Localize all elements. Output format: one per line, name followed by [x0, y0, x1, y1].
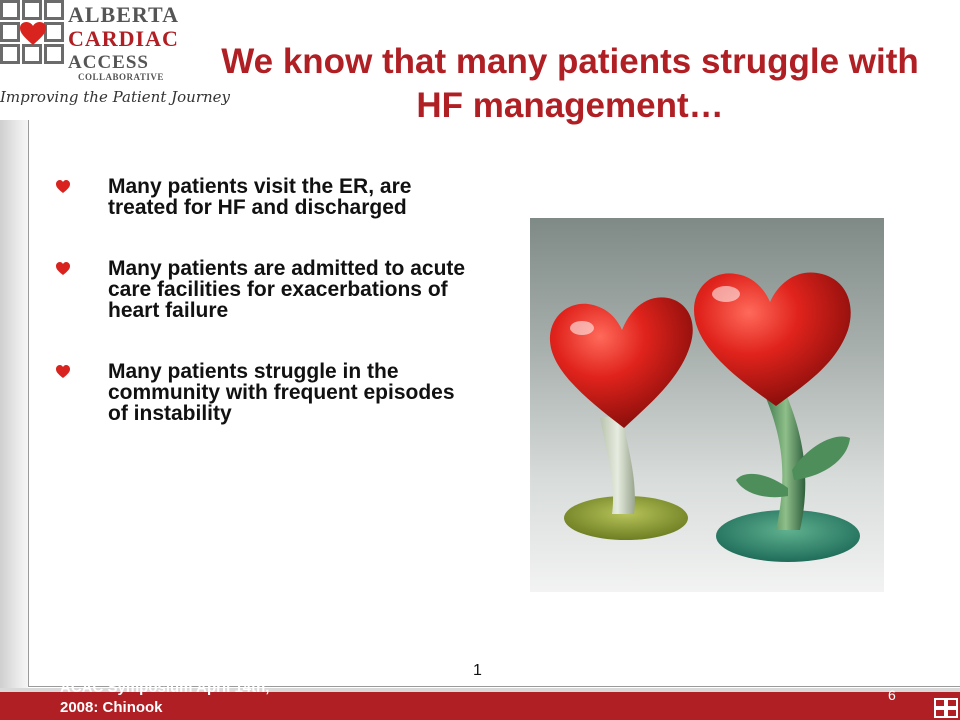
bullet-item	[56, 361, 476, 424]
logo-grid-cell	[44, 0, 64, 20]
logo-grid-cell	[0, 44, 20, 64]
logo-grid-cell	[22, 44, 42, 64]
left-sidebar-band	[0, 120, 28, 690]
logo-line-collaborative: COLLABORATIVE	[78, 72, 164, 82]
logo-line-cardiac: CARDIAC	[68, 26, 179, 51]
bullet-text: Many patients struggle in the community with frequent episodes of instability	[108, 360, 455, 425]
footer-event-text: ACAC Symposium April 14th, 2008: Chinook	[60, 679, 270, 716]
logo-grid-cell	[0, 22, 20, 42]
bullet-text: Many patients visit the ER, are treated for HF and discharged	[108, 175, 412, 219]
logo-line-access: ACCESS	[68, 52, 149, 73]
corner-logo-icon	[934, 698, 958, 718]
heart-icon	[56, 180, 70, 194]
page-number: 6	[888, 687, 896, 703]
logo-tagline: Improving the Patient Journey	[0, 88, 230, 106]
logo-line-alberta: ALBERTA	[68, 2, 179, 27]
bullet-text: Many patients are admitted to acute care facilities for exacerbations of heart failure	[108, 257, 466, 322]
frame-vertical-line	[28, 120, 29, 686]
bullet-item	[56, 176, 476, 218]
slide-title: We know that many patients struggle with HF management…	[221, 42, 919, 125]
alberta-cardiac-access-logo	[0, 0, 230, 112]
heart-icon	[56, 262, 70, 276]
bullet-list	[56, 176, 476, 456]
heart-flowers-illustration	[530, 218, 884, 592]
heart-icon	[56, 365, 70, 379]
logo-grid-cell	[22, 0, 42, 20]
bullet-item	[56, 258, 476, 321]
slide-number: 1	[473, 662, 482, 679]
logo-grid-cell	[44, 44, 64, 64]
logo-heart-icon	[20, 22, 46, 46]
heart-flowers-photo	[530, 218, 884, 592]
logo-grid-cell	[44, 22, 64, 42]
logo-grid-cell	[0, 0, 20, 20]
